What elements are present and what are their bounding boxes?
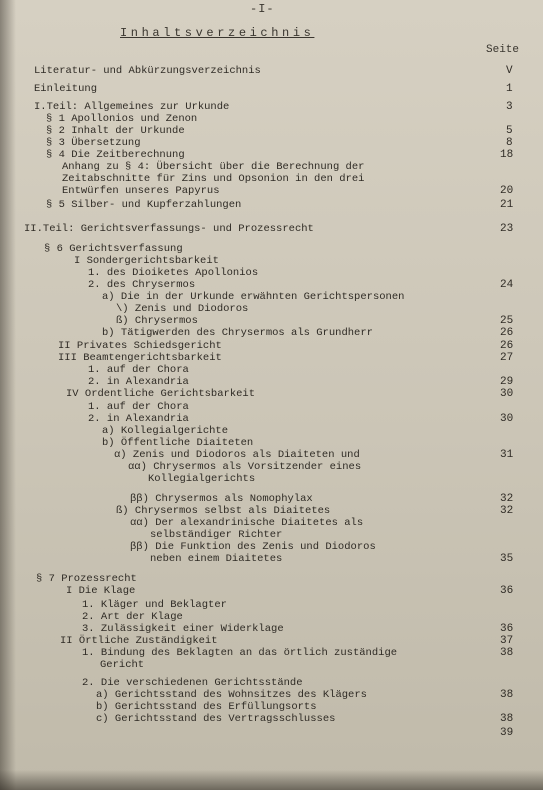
toc-entry <box>102 328 543 340</box>
toc-entry-title: § 4 Die Zeitberechnung <box>46 149 185 161</box>
toc-entry-page: 25 <box>500 315 514 327</box>
toc-entry-title: α) Zenis und Diodoros als Diaiteten und <box>114 449 360 461</box>
toc-entry-title: II.Teil: Gerichtsverfassungs- und Prozessrecht <box>24 223 314 235</box>
toc-entry-title: 1. auf der Chora <box>88 401 189 413</box>
toc-entry-page: 8 <box>506 137 513 149</box>
toc-entry <box>100 660 543 672</box>
page-number: -I- <box>250 2 275 16</box>
toc-entry-page: 39 <box>500 727 514 739</box>
toc-entry-title: ββ) Die Funktion des Zenis und Diodoros <box>130 541 376 553</box>
toc-entry <box>66 389 543 401</box>
toc-entry-title: b) Tätigwerden des Chrysermos als Grundherr <box>102 327 373 339</box>
page-column-label: Seite <box>486 44 520 56</box>
toc-entry-title: Zeitabschnitte für Zins und Opsonion in den drei <box>62 173 365 185</box>
toc-entry <box>150 554 543 566</box>
toc-entry-title: Einleitung <box>34 83 98 95</box>
toc-entry-title: selbständiger Richter <box>150 529 283 541</box>
toc-entry-title: 3. Zulässigkeit einer Widerklage <box>82 623 284 635</box>
toc-entry-title: Literatur- und Abkürzungsverzeichnis <box>34 65 261 77</box>
toc-entry-page: 18 <box>500 149 514 161</box>
toc-entry-title: I Sondergerichtsbarkeit <box>74 255 219 267</box>
toc-entry <box>96 728 543 740</box>
toc-entry-page: 5 <box>506 125 513 137</box>
toc-entry <box>96 714 543 726</box>
toc-entry-title: II Privates Schiedsgericht <box>58 340 222 352</box>
toc-entry-page: 38 <box>500 689 514 701</box>
toc-entry-page: 38 <box>500 713 514 725</box>
toc-entry-page: 1 <box>506 83 513 95</box>
toc-entry-title: 1. Bindung des Beklagten an das örtlich zuständige <box>82 647 398 659</box>
toc-entry-title: 2. Die verschiedenen Gerichtsstände <box>82 677 303 689</box>
toc-entry-title: ß) Chrysermos <box>116 315 198 327</box>
toc-entry-title: § 3 Übersetzung <box>46 137 141 149</box>
toc-entry <box>66 586 543 598</box>
toc-entry-page: 38 <box>500 647 514 659</box>
toc-entry-title: § 1 Apollonios und Zenon <box>46 113 198 125</box>
toc-entry-page: 26 <box>500 340 514 352</box>
toc-entry-page: 32 <box>500 505 514 517</box>
toc-entry-page: 3 <box>506 101 513 113</box>
toc-entry-title: II Örtliche Zuständigkeit <box>60 635 218 647</box>
toc-entry-title: a) Die in der Urkunde erwähnten Gerichtspersonen <box>102 291 405 303</box>
toc-entry-title: ß) Chrysermos selbst als Diaitetes <box>116 505 331 517</box>
toc-entry-title: IV Ordentliche Gerichtsbarkeit <box>66 388 256 400</box>
toc-entry-page: 35 <box>500 553 514 565</box>
toc-entry-title: \) Zenis und Diodoros <box>116 303 249 315</box>
toc-entry-title: Gericht <box>100 659 145 671</box>
toc-entry-title: 2. in Alexandria <box>88 413 189 425</box>
toc-entry-title: 1. Kläger und Beklagter <box>82 599 227 611</box>
toc-entry-title: 2. Art der Klage <box>82 611 183 623</box>
toc-entry-page: 23 <box>500 223 514 235</box>
toc-entry <box>34 66 543 78</box>
toc-title: Inhaltsverzeichnis <box>120 26 315 40</box>
toc-entry-title: αα) Der alexandrinische Diaitetes als <box>130 517 364 529</box>
toc-entry-page: 27 <box>500 352 514 364</box>
toc-entry <box>34 84 543 96</box>
toc-entry-title: § 5 Silber- und Kupferzahlungen <box>46 199 242 211</box>
toc-entry-title: b) Gerichtsstand des Erfüllungsorts <box>96 701 317 713</box>
toc-entry-title: § 2 Inhalt der Urkunde <box>46 125 185 137</box>
toc-entry-title: 2. in Alexandria <box>88 376 189 388</box>
toc-entry <box>82 648 543 660</box>
toc-entry-title: § 7 Prozessrecht <box>36 573 137 585</box>
toc-entry-page: 30 <box>500 413 514 425</box>
toc-entry-page: 29 <box>500 376 514 388</box>
toc-entry-page: 37 <box>500 635 514 647</box>
toc-entry-title: αα) Chrysermos als Vorsitzender eines <box>128 461 362 473</box>
toc-entry-title: ββ) Chrysermos als Nomophylax <box>130 493 313 505</box>
toc-entry-title: a) Kollegialgerichte <box>102 425 229 437</box>
toc-entry-title: III Beamtengerichtsbarkeit <box>58 352 222 364</box>
toc-entry-title: b) Öffentliche Diaiteten <box>102 437 254 449</box>
toc-entry-page: 31 <box>500 449 514 461</box>
toc-entry-title: 1. auf der Chora <box>88 364 189 376</box>
toc-entry-title: I Die Klage <box>66 585 136 597</box>
toc-entry-title: a) Gerichtsstand des Wohnsitzes des Klägers <box>96 689 367 701</box>
toc-entry-title: c) Gerichtsstand des Vertragsschlusses <box>96 713 336 725</box>
toc-entry <box>24 224 543 236</box>
toc-entry-page: 20 <box>500 185 514 197</box>
toc-entry <box>46 200 543 212</box>
toc-entry-page: 26 <box>500 327 514 339</box>
toc-entry-page: 36 <box>500 623 514 635</box>
toc-entry <box>148 474 543 486</box>
toc-entry-page: 36 <box>500 585 514 597</box>
toc-entry-title: Kollegialgerichts <box>148 473 256 485</box>
toc-entry-title: Anhang zu § 4: Übersicht über die Berechnung der <box>62 161 365 173</box>
toc-entry-title: Entwürfen unseres Papyrus <box>62 185 220 197</box>
toc-entry-title: 2. des Chrysermos <box>88 279 196 291</box>
toc-entry-title: 1. des Dioiketes Apollonios <box>88 267 259 279</box>
toc-entry-title: § 6 Gerichtsverfassung <box>44 243 183 255</box>
toc-entry-page: 32 <box>500 493 514 505</box>
toc-entry-page: 30 <box>500 388 514 400</box>
toc-entry <box>62 186 543 198</box>
toc-entry-title: I.Teil: Allgemeines zur Urkunde <box>34 101 230 113</box>
toc-entry-page: 24 <box>500 279 514 291</box>
toc-entry-page: V <box>506 65 513 77</box>
toc-entry-page: 21 <box>500 199 514 211</box>
toc-entry-title: neben einem Diaitetes <box>150 553 283 565</box>
